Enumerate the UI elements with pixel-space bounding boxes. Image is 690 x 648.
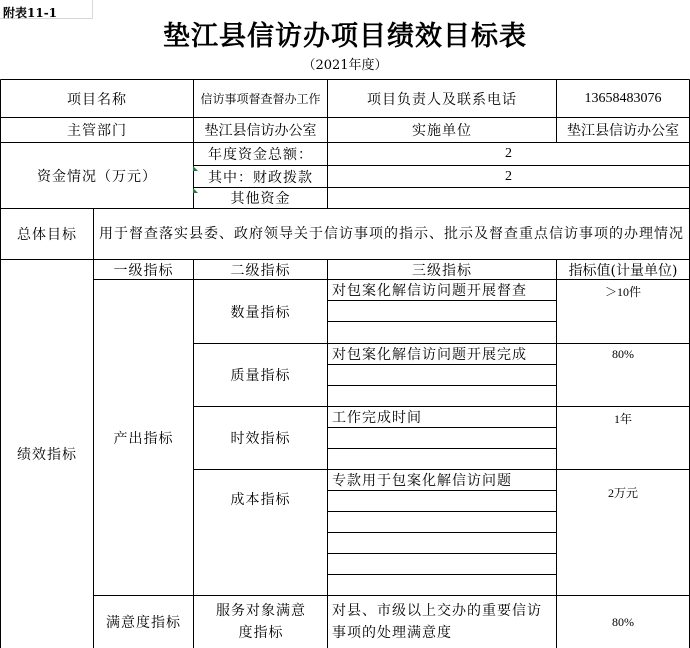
group-time-value: 1年 xyxy=(613,412,632,426)
annual-total-label: 年度资金总额： xyxy=(208,147,313,163)
responsible-label: 项目负责人及联系电话 xyxy=(367,91,517,108)
group-time-label: 时效指标 xyxy=(230,431,291,447)
project-name-label: 项目名称 xyxy=(67,91,127,108)
indicators-label: 绩效指标 xyxy=(17,447,77,463)
phone-value: 13658483076 xyxy=(584,90,662,106)
group-quality-value: 80% xyxy=(612,347,634,361)
header-level2: 二级指标 xyxy=(230,262,291,279)
goal-label: 总体目标 xyxy=(17,227,77,243)
header-level1: 一级指标 xyxy=(113,262,174,279)
year-label: （2021年度） xyxy=(302,58,388,73)
fiscal-value: 2 xyxy=(505,168,512,184)
goal-text: 用于督查落实县委、政府领导关于信访事项的指示、批示及督查重点信访事项的办理情况 xyxy=(99,226,684,242)
group-cost-item: 专款用于包案化解信访问题 xyxy=(332,473,512,489)
header-value: 指标值(计量单位) xyxy=(568,262,678,279)
impl-value: 垫江县信访办公室 xyxy=(567,123,679,139)
header-level3: 三级指标 xyxy=(412,262,472,279)
group-quality-label: 质量指标 xyxy=(230,368,291,384)
dept-value: 垫江县信访办公室 xyxy=(204,123,317,139)
satisfaction-sub: 服务对象满意度指标 xyxy=(216,603,306,641)
project-name: 信访事项督查督办工作 xyxy=(200,91,321,106)
satisfaction-item: 对县、市级以上交办的重要信访事项的处理满意度 xyxy=(332,603,542,641)
group-quality-item: 对包案化解信访问题开展完成 xyxy=(332,347,527,363)
other-label: 其他资金 xyxy=(230,191,291,207)
cell-marker-icon xyxy=(193,188,198,193)
satisfaction-label: 满意度指标 xyxy=(106,615,181,631)
group-cost-value: 2万元 xyxy=(607,486,638,500)
group-quantity-value: ＞10件 xyxy=(604,285,641,299)
group-quantity-label: 数量指标 xyxy=(230,304,291,321)
impl-label: 实施单位 xyxy=(412,123,472,139)
output-label: 产出指标 xyxy=(113,430,174,447)
satisfaction-value: 80% xyxy=(612,614,634,629)
group-quantity-item: 对包案化解信访问题开展督查 xyxy=(332,283,527,299)
fiscal-label: 其中：财政拨款 xyxy=(208,169,313,186)
dept-label: 主管部门 xyxy=(67,123,127,139)
group-cost-label: 成本指标 xyxy=(230,491,291,508)
annual-total-value: 2 xyxy=(505,146,512,161)
page-title: 垫江县信访办项目绩效目标表 xyxy=(163,21,527,52)
attachment-label: 附表11-1 xyxy=(3,6,58,20)
cell-marker-icon xyxy=(193,166,198,171)
other-value xyxy=(328,188,689,208)
funds-label: 资金情况（万元） xyxy=(37,168,157,185)
group-time-item: 工作完成时间 xyxy=(332,410,422,426)
